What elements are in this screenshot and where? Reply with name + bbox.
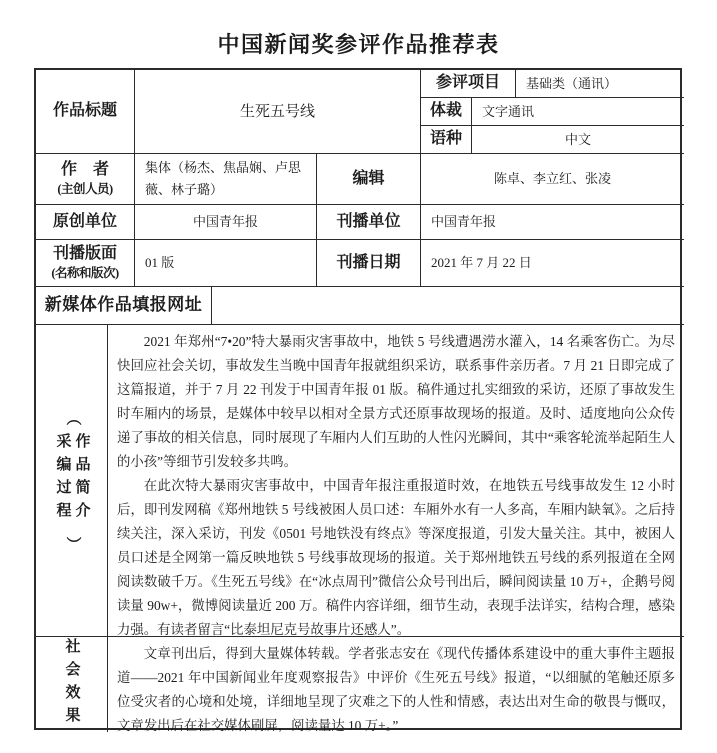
broadcast-page-label bbox=[36, 240, 135, 287]
intro-paren-open: （ bbox=[64, 409, 81, 426]
broadcast-page-label-main: 刊播版面 bbox=[52, 245, 117, 263]
social-label-text: 社会效果 bbox=[63, 637, 80, 730]
broadcast-page-label-sub: (名称和版次) bbox=[51, 266, 119, 281]
page-title: 中国新闻奖参评作品推荐表 bbox=[217, 32, 500, 57]
broadcast-date-value: 2021 年 7 月 22 日 bbox=[421, 240, 684, 287]
work-title-label: 作品标题 bbox=[36, 70, 135, 154]
original-unit-value: 中国青年报 bbox=[135, 205, 317, 240]
intro-label-text: 作品简介采编过程 bbox=[54, 432, 90, 525]
broadcast-page-value: 01 版 bbox=[135, 240, 317, 287]
social-vertical-label bbox=[36, 637, 107, 732]
social-paragraph-1: 文章刊出后，得到大量媒体转载。学者张志安在《现代传播体系建设中的重大事件主题报道——2021 年中国新闻业年度观察报告》中评价《生死五号线》报道，“以细腻的笔触还原多位受灾者的心境和处境，详细地呈现了灾难之下的人性和情感，表达出对生命的敬畏与慨叹，文章发出后在社交媒体刷屏，阅读量达 10 万+。” bbox=[117, 646, 675, 732]
work-title-value: 生死五号线 bbox=[135, 70, 421, 154]
editor-value: 陈卓、李立红、张凌 bbox=[421, 154, 684, 205]
broadcast-unit-value: 中国青年报 bbox=[421, 205, 684, 240]
broadcast-unit-label: 刊播单位 bbox=[317, 205, 421, 240]
genre-value: 文字通讯 bbox=[472, 98, 684, 126]
intro-vertical-label bbox=[36, 325, 107, 636]
social-label-cell bbox=[36, 637, 108, 732]
broadcast-date-label: 刊播日期 bbox=[317, 240, 421, 287]
author-label-main: 作 者 bbox=[60, 161, 109, 179]
author-value: 集体（杨杰、焦晶娴、卢思薇、林子璐） bbox=[135, 154, 317, 205]
intro-label-cell bbox=[36, 325, 108, 637]
new-media-url-value bbox=[212, 287, 684, 325]
author-label bbox=[36, 154, 135, 205]
new-media-url-label: 新媒体作品填报网址 bbox=[36, 287, 212, 325]
author-label-sub: (主创人员) bbox=[57, 182, 113, 197]
entry-category-label: 参评项目 bbox=[421, 70, 516, 98]
language-value: 中文 bbox=[472, 126, 684, 154]
social-text-cell bbox=[108, 637, 684, 732]
language-label: 语种 bbox=[421, 126, 472, 154]
intro-paragraph-1: 2021 年郑州“7•20”特大暴雨灾害事故中，地铁 5 号线遭遇涝水灌入，14 名乘客伤亡。为尽快回应社会关切，事故发生当晚中国青年报就组织采访，联系事件亲历者。7 月 21 日即完成了这篇报道，并于 7 月 22 刊发于中国青年报 01 版。稿件通过扎实细致的采访，还原了事故发生时车厢内的场景，是媒体中较早以相对全景方式还原事故现场的报道。及时、适度地向公众传递了事故的相关信息，同时展现了车厢内人们互助的人性闪光瞬间，其中“乘客轮流举起陌生人的小孩”等细节引发较多共鸣。 bbox=[117, 334, 675, 469]
entry-category-value: 基础类（通讯） bbox=[516, 70, 684, 98]
editor-label: 编辑 bbox=[317, 154, 421, 205]
intro-text-cell bbox=[108, 325, 684, 637]
intro-paragraph-2: 在此次特大暴雨灾害事故中，中国青年报注重报道时效，在地铁五号线事故发生 12 小时后，即刊发网稿《郑州地铁 5 号线被困人员口述：车厢外水有一人多高，车厢内缺氧》。之后持续关注，深入采访，刊发《0501 号地铁没有终点》等深度报道，引发大量关注。其中，被困人员口述是全网第一篇反映地铁 5 号线事故现场的报道。关于郑州地铁五号线的系列报道在全网阅读数破千万。《生死五号线》在“冰点周刊”微信公众号刊出后，瞬间阅读量 10 万+，企鹅号阅读量 90w+，微博阅读量近 200 万。稿件内容详细，细节生动，表现手法详实，结构合理，感染力强。有读者留言“比泰坦尼克号故事片还感人”。 bbox=[117, 478, 675, 637]
genre-label: 体裁 bbox=[421, 98, 472, 126]
form-table bbox=[34, 68, 682, 730]
intro-paren-close: ） bbox=[64, 535, 81, 552]
original-unit-label: 原创单位 bbox=[36, 205, 135, 240]
